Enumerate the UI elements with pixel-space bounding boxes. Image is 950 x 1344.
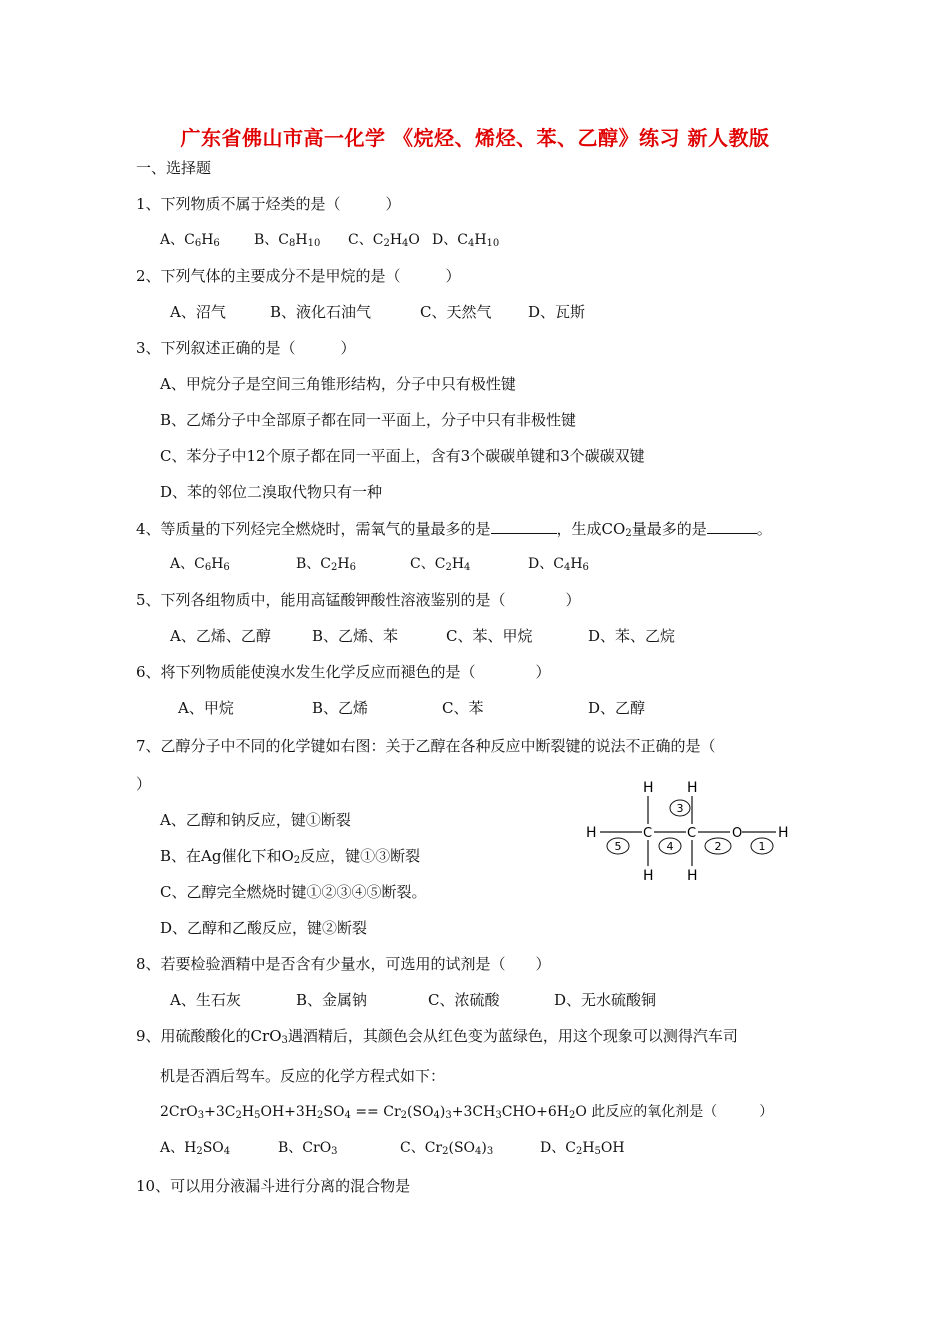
- atom-h: H: [643, 780, 654, 796]
- atom-c: C: [687, 826, 697, 841]
- equation-subscript: 2: [568, 1110, 576, 1121]
- option-a: A、$C_6H_6$: [170, 556, 230, 573]
- question-3-stem: 3、下列叙述正确的是（ ）: [136, 339, 356, 357]
- question-4-stem: 4、等质量的下列烃完全燃烧时，需氧气的量最多的是 ，生成$CO_2$量最多的是 。: [136, 520, 772, 539]
- question-1-stem: 1、下列物质不属于烃类的是（ ）: [136, 195, 401, 213]
- equation-subscript: 4: [344, 1110, 351, 1121]
- equation-subscript: 3: [197, 1110, 205, 1121]
- ethanol-structure-diagram: [580, 774, 804, 886]
- option-b: B、金属钠: [296, 991, 368, 1009]
- equation-subscript: 2: [317, 1110, 324, 1121]
- answer-blank[interactable]: [491, 518, 557, 534]
- question-7-option-b: B、在Ag催化下和$O_2$反应，键①③断裂: [160, 847, 421, 866]
- option-c: C、$C_2H_4O$: [348, 232, 420, 249]
- atom-c: C: [643, 826, 653, 841]
- question-6-stem: 6、将下列物质能使溴水发生化学反应而褪色的是（ ）: [136, 663, 551, 681]
- bond-5-label: 5: [614, 840, 622, 853]
- option-b: B、CrO$_3$: [278, 1140, 338, 1157]
- option-b: B、$C_8H_{10}$: [254, 232, 321, 249]
- option-a: A、生石灰: [170, 991, 241, 1009]
- atom-h: H: [643, 868, 654, 884]
- equation-text: == Cr: [350, 1104, 401, 1120]
- question-7-option-c: C、乙醇完全燃烧时键①②③④⑤断裂。: [160, 883, 427, 901]
- bond-2-label: 2: [714, 840, 722, 853]
- equation-text: H: [241, 1104, 255, 1120]
- option-d: D、瓦斯: [528, 303, 586, 321]
- option-a: A、$C_6H_6$: [160, 232, 220, 249]
- equation-subscript: 4: [433, 1110, 440, 1121]
- question-10-stem: 10、可以用分液漏斗进行分离的混合物是: [136, 1177, 411, 1195]
- question-7-stem-end: ）: [136, 775, 152, 793]
- option-a: A、沼气: [170, 303, 226, 321]
- equation-text: ): [439, 1104, 446, 1120]
- answer-blank[interactable]: [707, 518, 757, 534]
- option-d: D、$C_2H_5OH$: [540, 1140, 625, 1157]
- option-d: D、苯、乙烷: [588, 627, 676, 645]
- equation-text: +3CH: [451, 1104, 496, 1120]
- equation-subscript: 3: [495, 1110, 502, 1121]
- option-a: A、甲烷: [178, 699, 234, 717]
- option-b: B、液化石油气: [270, 303, 372, 321]
- atom-h: H: [586, 825, 597, 841]
- question-9-equation: [160, 1102, 773, 1122]
- option-b: B、乙烯: [312, 699, 369, 717]
- option-d: D、$C_4H_{10}$: [432, 232, 500, 249]
- equation-text: CHO+6H: [501, 1104, 569, 1120]
- question-9-stem-line-1: 9、用硫酸酸化的CrO$_3$遇酒精后，其颜色会从红色变为蓝绿色，用这个现象可以测得汽车司: [136, 1027, 738, 1046]
- option-c: C、苯、甲烷: [446, 627, 533, 645]
- equation-subscript: 2: [235, 1110, 242, 1121]
- option-d: D、$C_4H_6$: [528, 556, 589, 573]
- equation-text: SO: [323, 1104, 345, 1120]
- question-7-option-a: A、乙醇和钠反应，键①断裂: [160, 811, 351, 829]
- equation-subscript: 2: [400, 1110, 408, 1121]
- bond-4-label: 4: [666, 840, 674, 853]
- page-title: 广东省佛山市高一化学 《烷烃、烯烃、苯、乙醇》练习 新人教版: [180, 126, 770, 150]
- question-5-stem: 5、下列各组物质中，能用高锰酸钾酸性溶液鉴别的是（ ）: [136, 591, 581, 609]
- option-d: D、无水硫酸铜: [554, 991, 657, 1009]
- question-9-stem-line-2: 机是否酒后驾车。反应的化学方程式如下：: [160, 1067, 446, 1085]
- equation-subscript: 3: [445, 1110, 452, 1121]
- equation-text: 2CrO: [160, 1104, 198, 1120]
- option-b: B、$C_2H_6$: [296, 556, 356, 573]
- option-a: A、$H_2SO_4$: [160, 1140, 231, 1157]
- bond-3-label: 3: [676, 802, 684, 815]
- equation-text: +3C: [204, 1104, 236, 1120]
- atom-h: H: [778, 825, 789, 841]
- question-8-stem: 8、若要检验酒精中是否含有少量水，可选用的试剂是（ ）: [136, 955, 551, 973]
- question-3-option-d: D、苯的邻位二溴取代物只有一种: [160, 483, 383, 501]
- atom-h: H: [687, 868, 698, 884]
- equation-text: OH+3H: [260, 1104, 318, 1120]
- option-c: C、天然气: [420, 303, 492, 321]
- option-b: B、乙烯、苯: [312, 627, 399, 645]
- equation-subscript: 5: [254, 1110, 261, 1121]
- section-heading: 一、选择题: [136, 159, 212, 177]
- question-7-option-d: D、乙醇和乙酸反应，键②断裂: [160, 919, 368, 937]
- option-c: C、浓硫酸: [428, 991, 500, 1009]
- bond-1-label: 1: [758, 840, 766, 853]
- equation-text: (SO: [407, 1104, 434, 1120]
- option-c: C、$Cr_2(SO_4)_3$: [400, 1140, 494, 1157]
- question-3-option-a: A、甲烷分子是空间三角锥形结构，分子中只有极性键: [160, 375, 516, 393]
- option-d: D、乙醇: [588, 699, 646, 717]
- atom-o: O: [732, 826, 743, 841]
- option-c: C、$C_2H_4$: [410, 556, 471, 573]
- option-c: C、苯: [442, 699, 484, 717]
- question-3-option-c: C、苯分子中12个原子都在同一平面上，含有3个碳碳单键和3个碳碳双键: [160, 447, 645, 465]
- atom-h: H: [687, 780, 698, 796]
- option-a: A、乙烯、乙醇: [170, 627, 271, 645]
- question-7-stem: 7、乙醇分子中不同的化学键如右图：关于乙醇在各种反应中断裂键的说法不正确的是（: [136, 737, 716, 755]
- equation-text: O 此反应的氧化剂是（ ）: [575, 1104, 774, 1120]
- question-3-option-b: B、乙烯分子中全部原子都在同一平面上，分子中只有非极性键: [160, 411, 577, 429]
- question-2-stem: 2、下列气体的主要成分不是甲烷的是（ ）: [136, 267, 461, 285]
